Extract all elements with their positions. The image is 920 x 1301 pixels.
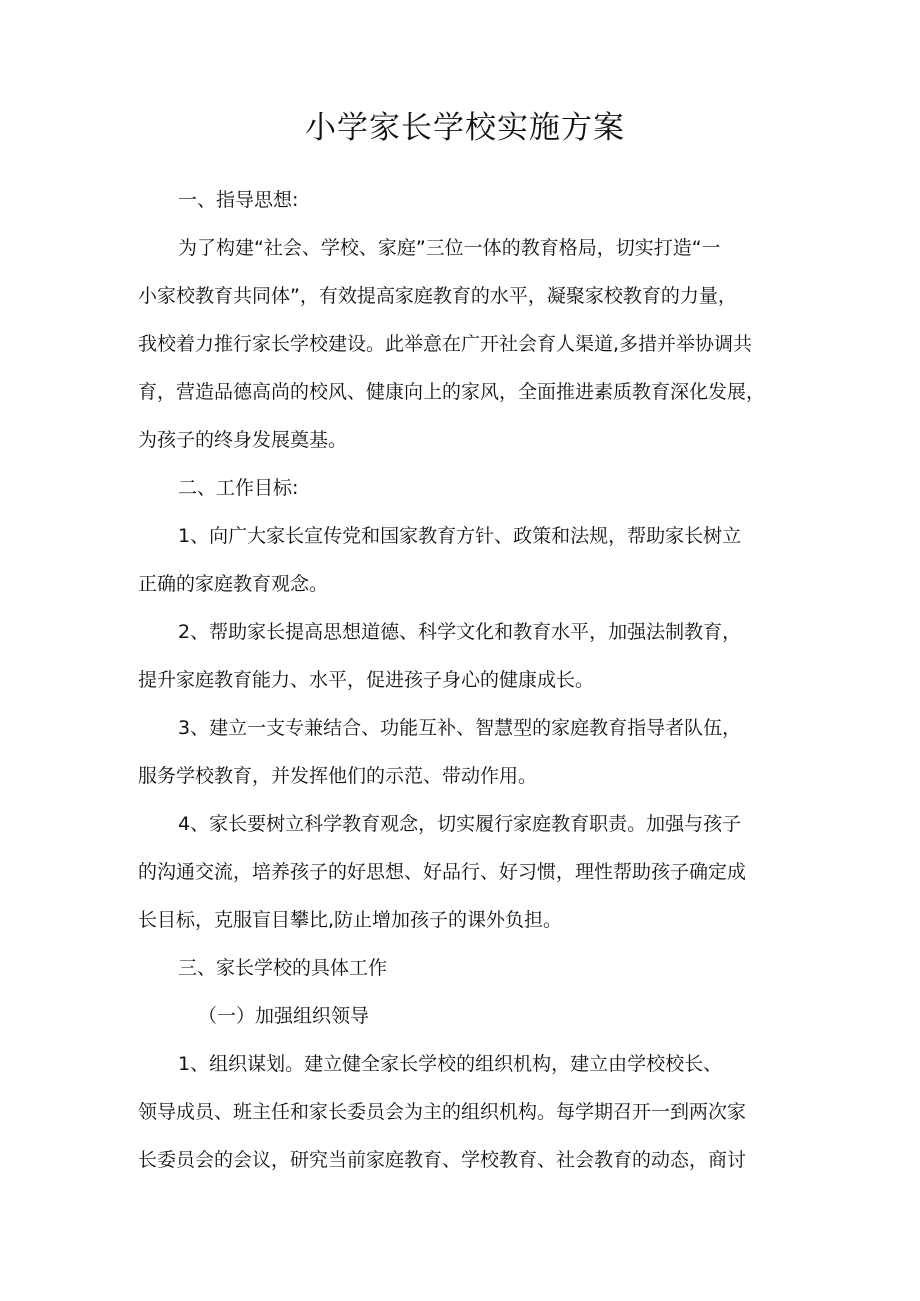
text-line: 2、帮助家长提高思想道德、科学文化和教育水平，加强法制教育， — [178, 621, 742, 643]
subsection-heading-organization: （一）加强组织领导 — [198, 1005, 370, 1027]
text-line: 为孩子的终身发展奠基。 — [138, 429, 348, 451]
paragraph-goal-1 — [138, 512, 792, 608]
section-heading-work-goals: 二、工作目标: — [178, 477, 299, 499]
section-heading-specific-work: 三、家长学校的具体工作 — [178, 957, 388, 979]
paragraph-goal-2 — [138, 608, 792, 704]
paragraph-goal-3 — [138, 704, 792, 800]
paragraph-goal-4 — [138, 800, 792, 944]
text-line: 1、向广大家长宣传党和国家教育方针、政策和法规，帮助家长树立 — [178, 525, 742, 547]
text-line: 服务学校教育，并发挥他们的示范、带动作用。 — [138, 765, 538, 787]
text-line: 育，营造品德高尚的校风、健康向上的家风，全面推进素质教育深化发展， — [138, 381, 766, 403]
text-line: 长目标，克服盲目攀比,防止增加孩子的课外负担。 — [138, 909, 563, 931]
text-line: 正确的家庭教育观念。 — [138, 573, 329, 595]
text-line: 长委员会的会议，研究当前家庭教育、学校教育、社会教育的动态，商讨 — [138, 1149, 747, 1171]
text-line: 为了构建“社会、学校、家庭”三位一体的教育格局，切实打造“一 — [178, 237, 721, 259]
text-line: 我校着力推行家长学校建设。此举意在广开社会育人渠道,多措并举协调共 — [138, 333, 753, 355]
document-title: 小学家长学校实施方案 — [305, 110, 625, 146]
text-line: 3、建立一支专兼结合、功能互补、智慧型的家庭教育指导者队伍， — [178, 717, 742, 739]
text-line: 提升家庭教育能力、水平，促进孩子身心的健康成长。 — [138, 669, 595, 691]
text-line: 的沟通交流，培养孩子的好思想、好品行、好习惯，理性帮助孩子确定成 — [138, 861, 747, 883]
text-line: 4、家长要树立科学教育观念，切实履行家庭教育职责。加强与孩子 — [178, 813, 742, 835]
section-heading-guiding-thought: 一、指导思想: — [178, 189, 299, 211]
text-line: 领导成员、班主任和家长委员会为主的组织机构。每学期召开一到两次家 — [138, 1101, 747, 1123]
paragraph-guiding-thought — [138, 224, 792, 464]
text-line: 小家校教育共同体”，有效提高家庭教育的水平，凝聚家校教育的力量， — [138, 285, 737, 307]
text-line: 1、组织谋划。建立健全家长学校的组织机构，建立由学校校长、 — [178, 1053, 723, 1075]
paragraph-work-1 — [138, 1040, 792, 1184]
